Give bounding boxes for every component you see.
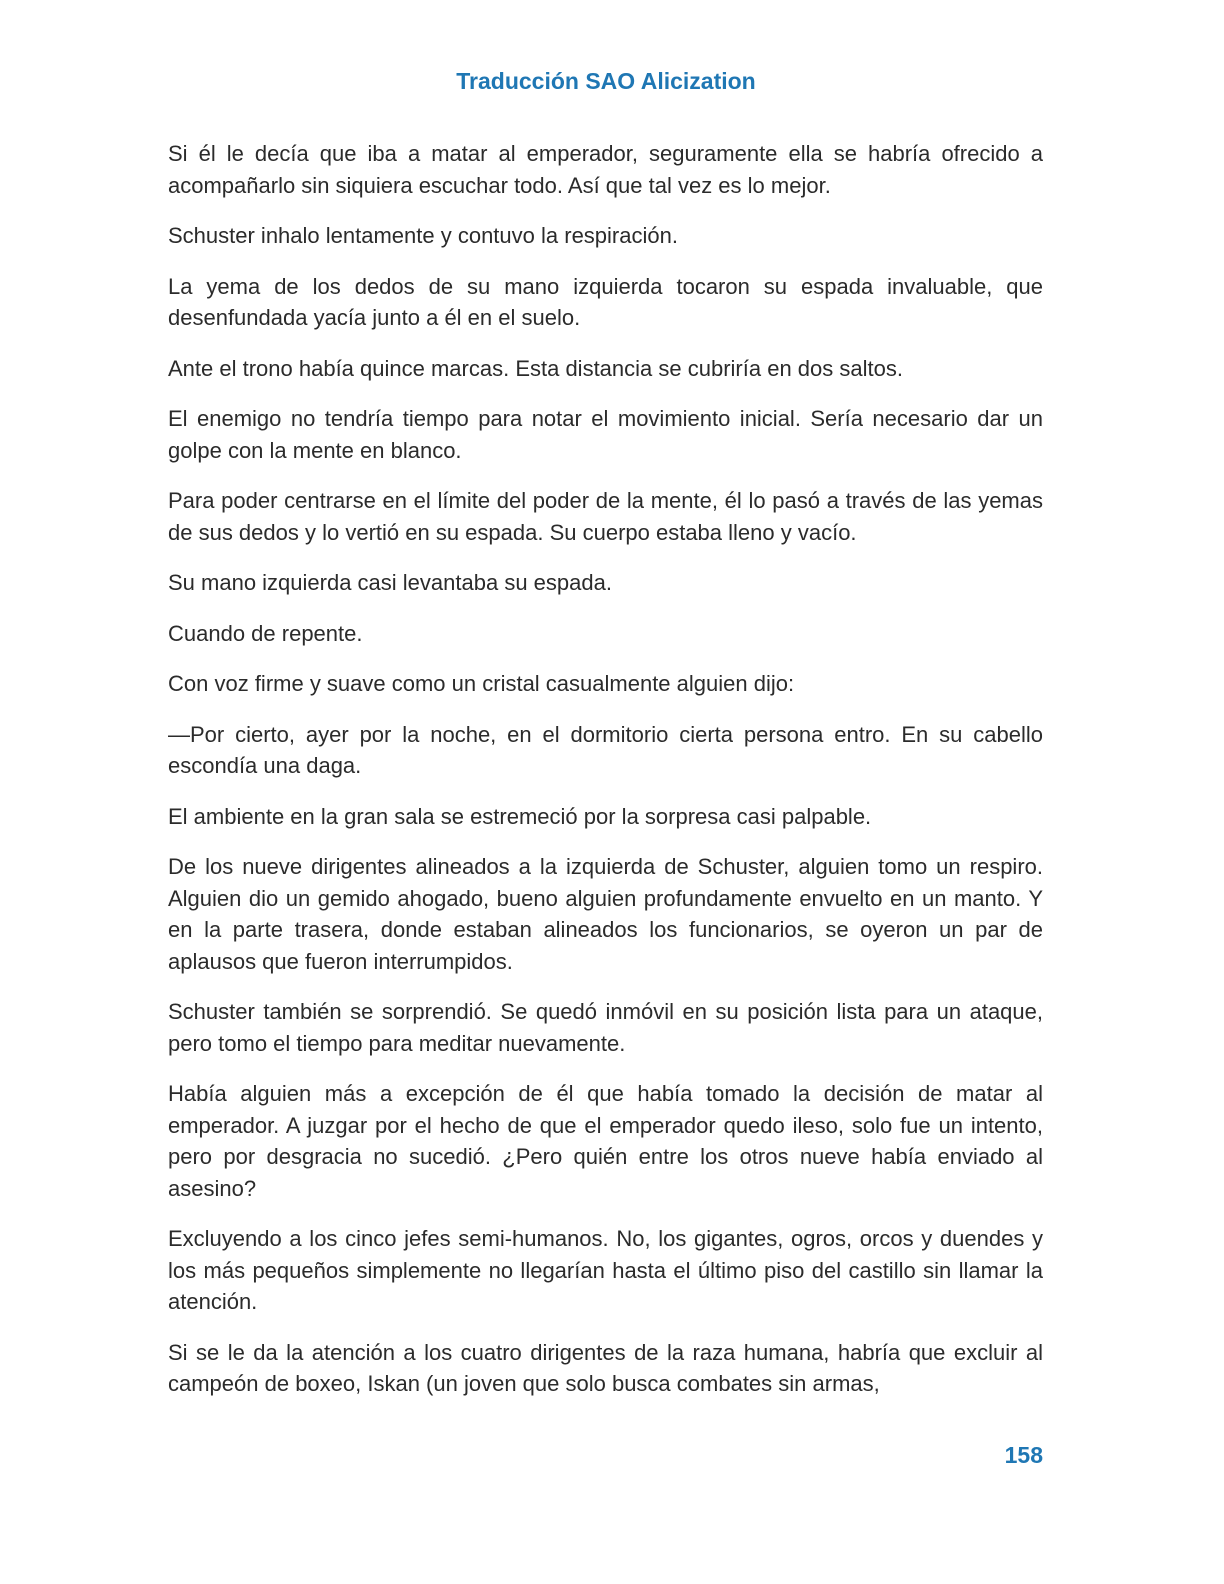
- paragraph: Para poder centrarse en el límite del poder de la mente, él lo pasó a través de las yemas de sus dedos y lo vertió en su espada. Su cuerpo estaba lleno y vacío.: [168, 488, 1043, 545]
- paragraph: Con voz firme y suave como un cristal casualmente alguien dijo:: [168, 671, 795, 696]
- paragraph: —Por cierto, ayer por la noche, en el dormitorio cierta persona entro. En su cabello escondía una daga.: [168, 721, 1043, 778]
- paragraph: Si él le decía que iba a matar al emperador, seguramente ella se habría ofrecido a acompañarlo sin siquiera escuchar todo. Así que tal vez es lo mejor.: [168, 141, 1043, 198]
- paragraph: Excluyendo a los cinco jefes semi-humanos. No, los gigantes, ogros, orcos y duendes y los más pequeños simplemente no llegarían hasta el último piso del castillo sin llamar la atención.: [168, 1226, 1043, 1314]
- paragraph: Ante el trono había quince marcas. Esta distancia se cubriría en dos saltos.: [168, 355, 903, 381]
- paragraph: El enemigo no tendría tiempo para notar el movimiento inicial. Sería necesario dar un golpe con la mente en blanco.: [168, 406, 1043, 463]
- page-header-title: Traducción SAO Alicization: [456, 68, 756, 94]
- paragraph: Schuster también se sorprendió. Se quedó inmóvil en su posición lista para un ataque, pero tomo el tiempo para meditar nuevamente.: [168, 999, 1043, 1056]
- paragraph: Si se le da la atención a los cuatro dirigentes de la raza humana, habría que excluir al campeón de boxeo, Iskan (un joven que solo busca combates sin armas,: [168, 1339, 1043, 1396]
- page-number: 158: [1004, 1442, 1043, 1468]
- paragraph: Schuster inhalo lentamente y contuvo la respiración.: [168, 223, 678, 248]
- paragraph: Había alguien más a excepción de él que había tomado la decisión de matar al emperador. A juzgar por el hecho de que el emperador quedo ileso, solo fue un intento, pero por desgracia no sucedió. ¿Pero quién entre los otros nueve había enviado al asesino?: [168, 1081, 1043, 1201]
- paragraph: Su mano izquierda casi levantaba su espada.: [168, 570, 612, 595]
- paragraph: La yema de los dedos de su mano izquierda tocaron su espada invaluable, que desenfundada yacía junto a él en el suelo.: [168, 273, 1043, 330]
- paragraph: De los nueve dirigentes alineados a la izquierda de Schuster, alguien tomo un respiro. Alguien dio un gemido ahogado, bueno alguien profundamente envuelto en un manto. Y en la parte trasera, donde estaban alineados los funcionarios, se oyeron un par de aplausos que fueron interrumpidos.: [168, 854, 1043, 974]
- body-text: [168, 138, 1043, 1419]
- paragraph: Cuando de repente.: [168, 620, 363, 646]
- paragraph: El ambiente en la gran sala se estremeció por la sorpresa casi palpable.: [168, 803, 872, 829]
